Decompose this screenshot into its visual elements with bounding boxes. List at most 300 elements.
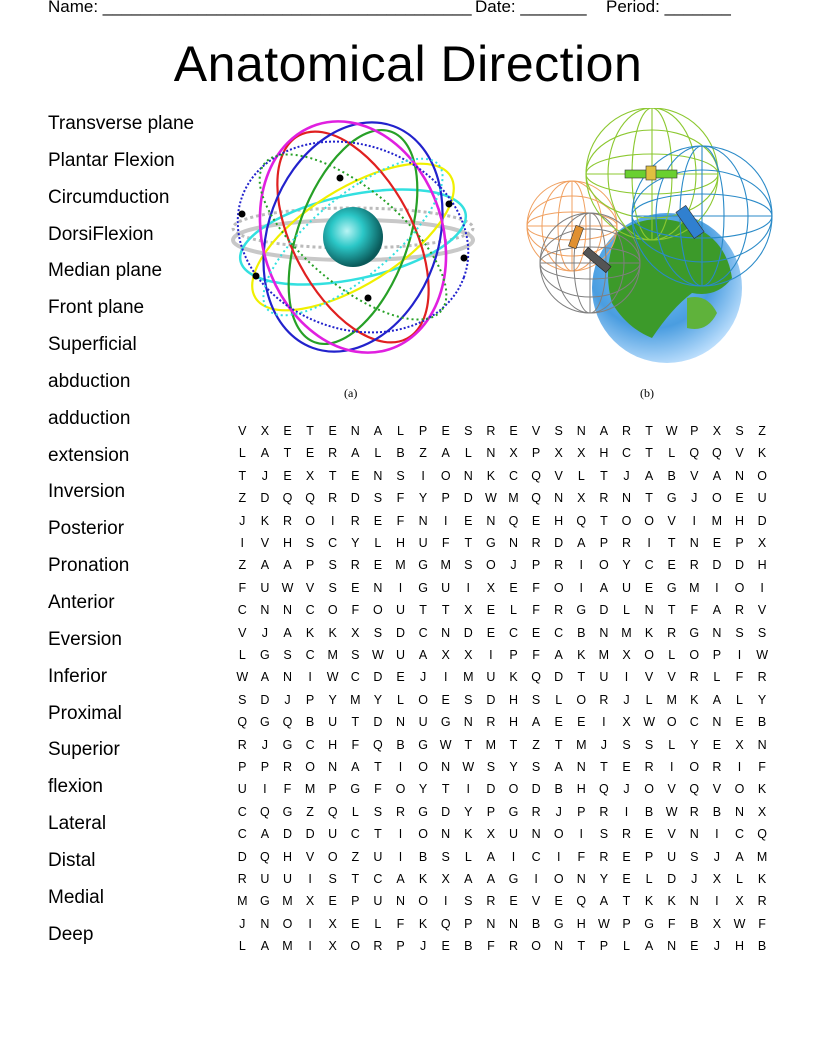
grid-letter[interactable]: E xyxy=(577,715,586,730)
grid-letter[interactable]: I xyxy=(760,580,764,595)
grid-letter[interactable]: O xyxy=(553,580,564,595)
grid-letter[interactable]: F xyxy=(351,603,360,618)
grid-letter[interactable]: R xyxy=(599,804,609,819)
grid-letter[interactable]: F xyxy=(441,536,450,550)
grid-letter[interactable]: C xyxy=(621,446,631,461)
grid-letter[interactable]: J xyxy=(261,468,269,483)
grid-letter[interactable]: I xyxy=(737,760,742,774)
grid-letter[interactable]: U xyxy=(260,872,270,886)
grid-letter[interactable]: D xyxy=(282,827,292,842)
grid-letter[interactable]: F xyxy=(396,491,405,506)
grid-letter[interactable]: S xyxy=(238,692,247,707)
grid-letter[interactable]: R xyxy=(689,558,699,573)
grid-letter[interactable]: T xyxy=(600,468,608,483)
grid-letter[interactable]: I xyxy=(466,782,471,797)
grid-letter[interactable]: R xyxy=(237,737,247,752)
grid-letter[interactable]: O xyxy=(395,782,406,797)
grid-letter[interactable]: I xyxy=(715,894,719,909)
grid-letter[interactable]: O xyxy=(553,827,564,842)
grid-letter[interactable]: G xyxy=(508,804,519,819)
grid-letter[interactable]: K xyxy=(644,894,654,909)
grid-letter[interactable]: M xyxy=(508,491,519,506)
grid-letter[interactable]: K xyxy=(757,446,767,461)
grid-letter[interactable]: S xyxy=(690,849,699,864)
grid-letter[interactable]: R xyxy=(689,804,699,819)
grid-letter[interactable]: W xyxy=(326,670,339,685)
grid-letter[interactable]: G xyxy=(644,916,654,931)
grid-letter[interactable]: B xyxy=(305,715,315,730)
grid-letter[interactable]: C xyxy=(508,468,518,483)
grid-letter[interactable]: O xyxy=(644,648,654,662)
grid-letter[interactable]: B xyxy=(464,939,473,954)
grid-letter[interactable]: K xyxy=(667,894,676,909)
grid-letter[interactable]: S xyxy=(531,760,541,774)
grid-letter[interactable]: M xyxy=(327,648,338,662)
grid-letter[interactable]: A xyxy=(712,468,722,483)
grid-letter[interactable]: J xyxy=(623,692,630,707)
grid-letter[interactable]: X xyxy=(351,625,360,640)
grid-letter[interactable]: H xyxy=(576,782,586,797)
grid-letter[interactable]: G xyxy=(418,804,428,819)
grid-letter[interactable]: I xyxy=(443,670,448,685)
grid-letter[interactable]: N xyxy=(486,446,496,461)
grid-letter[interactable]: X xyxy=(464,648,473,662)
grid-letter[interactable]: T xyxy=(600,760,608,774)
grid-letter[interactable]: I xyxy=(240,536,245,550)
grid-letter[interactable]: A xyxy=(418,648,428,662)
grid-letter[interactable]: G xyxy=(282,737,293,752)
grid-letter[interactable]: X xyxy=(305,468,315,483)
grid-letter[interactable]: P xyxy=(690,424,699,438)
grid-letter[interactable]: X xyxy=(712,916,722,931)
grid-letter[interactable]: P xyxy=(351,894,360,909)
grid-letter[interactable]: C xyxy=(350,670,360,685)
grid-letter[interactable]: V xyxy=(712,782,722,797)
grid-letter[interactable]: O xyxy=(486,558,496,573)
grid-letter[interactable]: M xyxy=(666,692,677,707)
grid-letter[interactable]: T xyxy=(600,513,608,528)
grid-letter[interactable]: L xyxy=(555,692,563,707)
grid-letter[interactable]: U xyxy=(260,580,270,595)
grid-letter[interactable]: E xyxy=(509,580,518,595)
grid-letter[interactable]: T xyxy=(283,446,292,461)
grid-letter[interactable]: A xyxy=(554,648,563,662)
grid-letter[interactable]: L xyxy=(397,424,404,438)
grid-letter[interactable]: R xyxy=(644,760,654,774)
grid-letter[interactable]: O xyxy=(418,894,428,909)
grid-letter[interactable]: A xyxy=(373,424,383,438)
grid-letter[interactable]: E xyxy=(554,715,563,730)
grid-letter[interactable]: J xyxy=(239,513,246,528)
grid-letter[interactable]: E xyxy=(712,737,722,752)
grid-letter[interactable]: I xyxy=(308,916,312,931)
grid-letter[interactable]: O xyxy=(418,827,428,842)
grid-letter[interactable]: D xyxy=(554,670,564,685)
grid-letter[interactable]: N xyxy=(350,424,360,438)
grid-letter[interactable]: T xyxy=(328,468,337,483)
grid-letter[interactable]: E xyxy=(735,715,744,730)
grid-letter[interactable]: R xyxy=(554,558,564,573)
grid-letter[interactable]: E xyxy=(305,446,315,461)
grid-letter[interactable]: E xyxy=(486,625,496,640)
grid-letter[interactable]: R xyxy=(621,827,631,842)
grid-letter[interactable]: Y xyxy=(509,760,518,774)
grid-letter[interactable]: S xyxy=(735,625,744,640)
grid-letter[interactable]: W xyxy=(281,580,294,595)
grid-letter[interactable]: U xyxy=(395,648,405,662)
grid-letter[interactable]: A xyxy=(260,939,270,954)
grid-letter[interactable]: R xyxy=(350,558,360,573)
grid-letter[interactable]: N xyxy=(373,580,383,595)
grid-letter[interactable]: S xyxy=(396,468,405,483)
grid-letter[interactable]: E xyxy=(464,513,473,528)
grid-letter[interactable]: I xyxy=(737,648,742,662)
grid-letter[interactable]: O xyxy=(757,468,767,483)
grid-letter[interactable]: K xyxy=(757,872,767,886)
grid-letter[interactable]: O xyxy=(327,603,338,618)
grid-letter[interactable]: D xyxy=(712,558,722,573)
grid-letter[interactable]: R xyxy=(350,513,360,528)
grid-letter[interactable]: S xyxy=(328,580,337,595)
grid-letter[interactable]: J xyxy=(691,872,698,886)
grid-letter[interactable]: J xyxy=(419,670,427,685)
grid-letter[interactable]: I xyxy=(692,513,697,528)
grid-letter[interactable]: H xyxy=(395,536,405,550)
grid-letter[interactable]: O xyxy=(305,760,315,774)
grid-letter[interactable]: M xyxy=(237,894,248,909)
grid-letter[interactable]: P xyxy=(260,760,270,774)
grid-letter[interactable]: C xyxy=(237,804,247,819)
grid-letter[interactable]: I xyxy=(556,849,561,864)
grid-letter[interactable]: F xyxy=(396,916,405,931)
grid-letter[interactable]: E xyxy=(441,424,450,438)
grid-letter[interactable]: Z xyxy=(419,446,427,461)
grid-letter[interactable]: N xyxy=(463,468,473,483)
grid-letter[interactable]: N xyxy=(441,827,451,842)
grid-letter[interactable]: E xyxy=(486,603,496,618)
grid-letter[interactable]: F xyxy=(532,580,540,595)
grid-letter[interactable]: L xyxy=(397,692,404,707)
grid-letter[interactable]: O xyxy=(734,782,745,797)
grid-letter[interactable]: W xyxy=(484,491,497,506)
grid-letter[interactable]: Y xyxy=(599,872,609,886)
grid-letter[interactable]: U xyxy=(486,670,496,685)
grid-letter[interactable]: G xyxy=(260,715,270,730)
grid-letter[interactable]: R xyxy=(282,760,292,774)
grid-letter[interactable]: S xyxy=(599,827,609,842)
grid-letter[interactable]: G xyxy=(666,491,677,506)
grid-letter[interactable]: C xyxy=(373,872,383,886)
name-field[interactable]: Name: _______________________________________ xyxy=(48,0,472,16)
grid-letter[interactable]: A xyxy=(486,849,496,864)
grid-letter[interactable]: N xyxy=(282,670,292,685)
grid-letter[interactable]: A xyxy=(577,536,586,550)
grid-letter[interactable]: G xyxy=(350,782,361,797)
grid-letter[interactable]: Y xyxy=(351,536,360,550)
grid-letter[interactable]: A xyxy=(735,849,744,864)
grid-letter[interactable]: Q xyxy=(282,491,293,506)
grid-letter[interactable]: H xyxy=(576,916,586,931)
grid-letter[interactable]: I xyxy=(308,670,312,685)
grid-letter[interactable]: S xyxy=(622,737,631,752)
grid-letter[interactable]: S xyxy=(328,872,337,886)
grid-letter[interactable]: S xyxy=(283,648,292,662)
grid-letter[interactable]: Q xyxy=(689,446,700,461)
grid-letter[interactable]: N xyxy=(531,827,541,842)
grid-letter[interactable]: N xyxy=(282,603,292,618)
grid-letter[interactable]: T xyxy=(645,424,653,438)
grid-letter[interactable]: L xyxy=(351,804,359,819)
grid-letter[interactable]: E xyxy=(667,558,676,573)
grid-letter[interactable]: X xyxy=(260,424,270,438)
grid-letter[interactable]: D xyxy=(260,692,270,707)
grid-letter[interactable]: R xyxy=(621,536,631,550)
grid-letter[interactable]: U xyxy=(667,849,677,864)
grid-letter[interactable]: A xyxy=(396,872,405,886)
grid-letter[interactable]: P xyxy=(464,916,473,931)
grid-letter[interactable]: D xyxy=(599,603,609,618)
grid-letter[interactable]: X xyxy=(622,715,631,730)
grid-letter[interactable]: N xyxy=(712,715,722,730)
grid-letter[interactable]: X xyxy=(328,939,337,954)
grid-letter[interactable]: A xyxy=(283,625,292,640)
grid-letter[interactable]: M xyxy=(756,849,768,864)
grid-letter[interactable]: D xyxy=(260,491,270,506)
grid-letter[interactable]: Y xyxy=(757,692,767,707)
grid-letter[interactable]: D xyxy=(350,491,360,506)
grid-letter[interactable]: E xyxy=(441,939,450,954)
grid-letter[interactable]: I xyxy=(669,760,674,774)
grid-letter[interactable]: I xyxy=(398,849,403,864)
grid-letter[interactable]: L xyxy=(238,446,246,461)
grid-letter[interactable]: G xyxy=(486,536,496,550)
grid-letter[interactable]: I xyxy=(579,580,584,595)
grid-letter[interactable]: L xyxy=(238,648,246,662)
grid-letter[interactable]: G xyxy=(508,872,519,886)
grid-letter[interactable]: O xyxy=(282,916,293,931)
grid-letter[interactable]: O xyxy=(689,760,700,774)
grid-letter[interactable]: T xyxy=(554,737,563,752)
grid-letter[interactable]: O xyxy=(327,849,338,864)
grid-letter[interactable]: P xyxy=(735,536,744,550)
grid-letter[interactable]: C xyxy=(328,536,338,550)
grid-letter[interactable]: A xyxy=(441,446,450,461)
grid-letter[interactable]: A xyxy=(351,446,360,461)
grid-letter[interactable]: T xyxy=(374,760,382,774)
grid-letter[interactable]: K xyxy=(757,782,767,797)
grid-letter[interactable]: N xyxy=(621,491,631,506)
grid-letter[interactable]: G xyxy=(418,737,428,752)
grid-letter[interactable]: E xyxy=(441,692,450,707)
grid-letter[interactable]: N xyxy=(441,625,451,640)
grid-letter[interactable]: Q xyxy=(531,670,541,685)
grid-letter[interactable]: N xyxy=(441,760,451,774)
grid-letter[interactable]: D xyxy=(463,625,473,640)
grid-letter[interactable]: V xyxy=(260,536,270,550)
grid-letter[interactable]: D xyxy=(486,782,496,797)
grid-letter[interactable]: R xyxy=(599,491,609,506)
grid-letter[interactable]: W xyxy=(665,424,678,438)
grid-letter[interactable]: T xyxy=(509,737,518,752)
grid-letter[interactable]: R xyxy=(531,804,541,819)
grid-letter[interactable]: D xyxy=(531,782,541,797)
grid-letter[interactable]: K xyxy=(577,648,586,662)
grid-letter[interactable]: E xyxy=(509,424,518,438)
grid-letter[interactable]: V xyxy=(667,670,676,685)
grid-letter[interactable]: B xyxy=(577,625,586,640)
grid-letter[interactable]: E xyxy=(644,580,654,595)
grid-letter[interactable]: P xyxy=(441,491,450,506)
grid-letter[interactable]: D xyxy=(441,804,451,819)
grid-letter[interactable]: A xyxy=(260,827,270,842)
grid-letter[interactable]: W xyxy=(756,648,768,662)
grid-letter[interactable]: Y xyxy=(418,782,428,797)
grid-letter[interactable]: A xyxy=(531,715,541,730)
grid-letter[interactable]: C xyxy=(305,648,315,662)
grid-letter[interactable]: Q xyxy=(373,737,383,752)
grid-letter[interactable]: W xyxy=(462,760,475,774)
grid-letter[interactable]: L xyxy=(374,916,382,931)
grid-letter[interactable]: M xyxy=(711,513,723,528)
grid-letter[interactable]: X xyxy=(757,536,767,550)
grid-letter[interactable]: D xyxy=(373,670,383,685)
grid-letter[interactable]: J xyxy=(600,737,608,752)
grid-letter[interactable]: X xyxy=(735,894,744,909)
grid-letter[interactable]: E xyxy=(373,558,383,573)
grid-letter[interactable]: C xyxy=(305,737,315,752)
grid-letter[interactable]: N xyxy=(395,715,405,730)
grid-letter[interactable]: H xyxy=(734,939,744,954)
grid-letter[interactable]: U xyxy=(418,536,428,550)
grid-letter[interactable]: X xyxy=(464,603,473,618)
grid-letter[interactable]: N xyxy=(395,894,405,909)
grid-letter[interactable]: D xyxy=(395,625,405,640)
grid-letter[interactable]: C xyxy=(418,625,428,640)
grid-letter[interactable]: G xyxy=(440,715,451,730)
grid-letter[interactable]: X xyxy=(622,648,631,662)
grid-letter[interactable]: J xyxy=(623,468,630,483)
grid-letter[interactable]: G xyxy=(553,916,564,931)
grid-letter[interactable]: K xyxy=(464,827,473,842)
grid-letter[interactable]: E xyxy=(283,468,292,483)
grid-letter[interactable]: P xyxy=(305,558,315,573)
grid-letter[interactable]: A xyxy=(283,558,292,573)
grid-letter[interactable]: X xyxy=(441,648,450,662)
grid-letter[interactable]: Z xyxy=(351,849,360,864)
grid-letter[interactable]: P xyxy=(599,939,609,954)
grid-letter[interactable]: W xyxy=(439,737,452,752)
grid-letter[interactable]: P xyxy=(396,939,405,954)
grid-letter[interactable]: R xyxy=(282,513,292,528)
grid-letter[interactable]: U xyxy=(395,603,405,618)
grid-letter[interactable]: F xyxy=(735,670,744,685)
grid-letter[interactable]: D xyxy=(757,513,767,528)
grid-letter[interactable]: F xyxy=(238,580,247,595)
grid-letter[interactable]: N xyxy=(486,916,496,931)
grid-letter[interactable]: R xyxy=(621,424,631,438)
grid-letter[interactable]: H xyxy=(508,715,518,730)
grid-letter[interactable]: F xyxy=(758,916,766,931)
grid-letter[interactable]: N xyxy=(418,513,428,528)
grid-letter[interactable]: G xyxy=(282,804,293,819)
grid-letter[interactable]: U xyxy=(441,580,451,595)
grid-letter[interactable]: R xyxy=(237,872,247,886)
grid-letter[interactable]: M xyxy=(621,625,632,640)
grid-letter[interactable]: R xyxy=(328,446,338,461)
grid-letter[interactable]: V xyxy=(305,849,315,864)
grid-letter[interactable]: G xyxy=(418,580,428,595)
grid-letter[interactable]: L xyxy=(668,648,676,662)
grid-letter[interactable]: O xyxy=(621,513,632,528)
grid-letter[interactable]: M xyxy=(304,782,316,797)
grid-letter[interactable]: L xyxy=(736,872,743,886)
grid-letter[interactable]: E xyxy=(351,916,360,931)
grid-letter[interactable]: S xyxy=(757,625,767,640)
grid-letter[interactable]: J xyxy=(284,692,291,707)
grid-letter[interactable]: L xyxy=(623,939,630,954)
grid-letter[interactable]: V xyxy=(238,625,247,640)
grid-letter[interactable]: G xyxy=(689,625,700,640)
grid-letter[interactable]: N xyxy=(260,603,270,618)
grid-letter[interactable]: H xyxy=(554,513,564,528)
grid-letter[interactable]: B xyxy=(396,446,405,461)
grid-letter[interactable]: E xyxy=(735,491,744,506)
grid-letter[interactable]: R xyxy=(554,603,564,618)
grid-letter[interactable]: T xyxy=(238,468,247,483)
grid-letter[interactable]: X xyxy=(328,916,337,931)
grid-letter[interactable]: U xyxy=(328,715,338,730)
grid-letter[interactable]: N xyxy=(463,715,473,730)
grid-letter[interactable]: Q xyxy=(599,782,609,797)
grid-letter[interactable]: Q xyxy=(260,849,270,864)
grid-letter[interactable]: Q xyxy=(531,468,541,483)
grid-letter[interactable]: L xyxy=(645,872,653,886)
grid-letter[interactable]: H xyxy=(282,536,292,550)
grid-letter[interactable]: G xyxy=(666,580,677,595)
grid-letter[interactable]: V xyxy=(667,513,676,528)
grid-letter[interactable]: C xyxy=(237,827,247,842)
grid-letter[interactable]: S xyxy=(554,424,563,438)
grid-letter[interactable]: I xyxy=(263,782,267,797)
grid-letter[interactable]: Q xyxy=(327,804,338,819)
date-field[interactable]: Date: _______ xyxy=(475,0,587,16)
grid-letter[interactable]: V xyxy=(531,424,541,438)
grid-letter[interactable]: F xyxy=(532,648,540,662)
grid-letter[interactable]: N xyxy=(712,625,722,640)
grid-letter[interactable]: K xyxy=(486,468,496,483)
grid-letter[interactable]: T xyxy=(464,536,473,550)
grid-letter[interactable]: X xyxy=(712,424,722,438)
grid-letter[interactable]: I xyxy=(308,872,312,886)
grid-letter[interactable]: S xyxy=(486,760,496,774)
grid-letter[interactable]: C xyxy=(508,625,518,640)
grid-letter[interactable]: G xyxy=(260,648,270,662)
grid-letter[interactable]: R xyxy=(486,894,496,909)
grid-letter[interactable]: T xyxy=(351,715,360,730)
grid-letter[interactable]: E xyxy=(622,760,631,774)
grid-letter[interactable]: M xyxy=(350,692,361,707)
grid-letter[interactable]: U xyxy=(757,491,767,506)
grid-letter[interactable]: A xyxy=(260,558,270,573)
grid-letter[interactable]: L xyxy=(623,603,630,618)
grid-letter[interactable]: N xyxy=(689,536,699,550)
grid-letter[interactable]: K xyxy=(690,692,699,707)
grid-letter[interactable]: S xyxy=(373,491,383,506)
grid-letter[interactable]: H xyxy=(757,558,767,573)
grid-letter[interactable]: W xyxy=(371,648,384,662)
grid-letter[interactable]: J xyxy=(239,916,246,931)
grid-letter[interactable]: X xyxy=(441,872,450,886)
